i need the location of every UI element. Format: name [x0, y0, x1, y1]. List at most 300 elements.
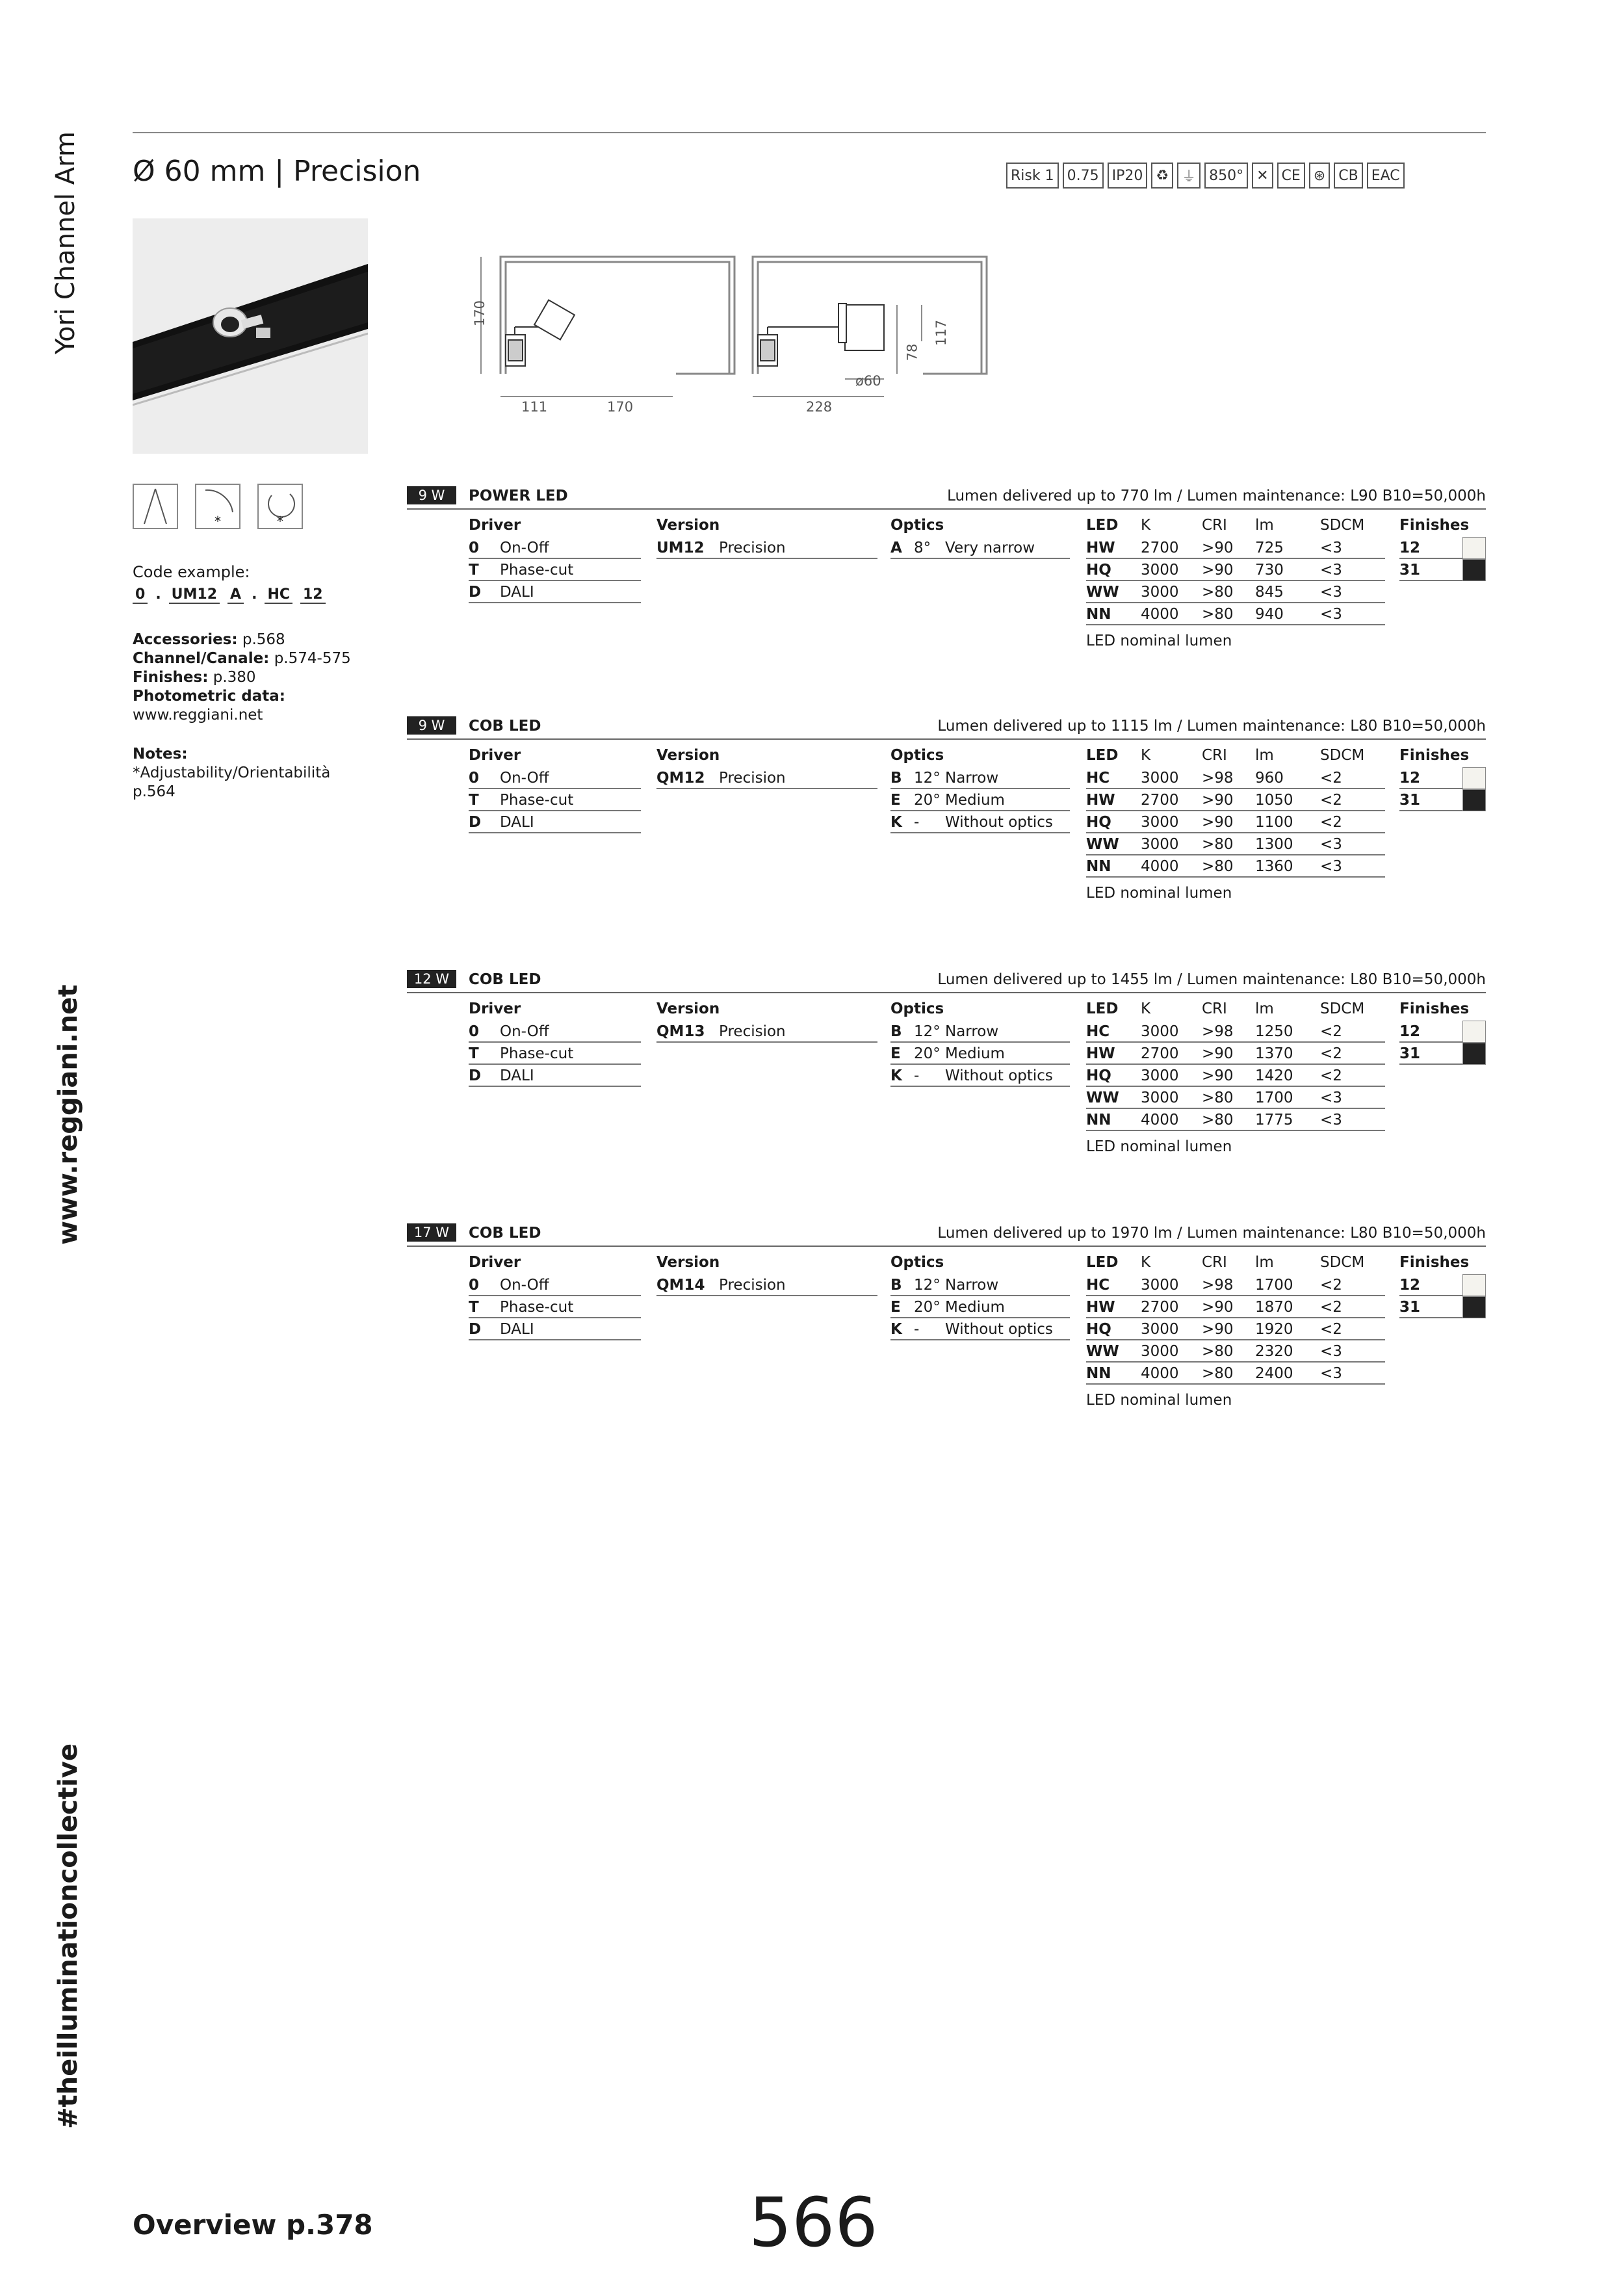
- led-cell: 3000: [1141, 562, 1179, 579]
- wattage-badge: 9 W: [407, 716, 456, 735]
- finish-row: [1399, 789, 1486, 811]
- led-header-k: K: [1141, 1000, 1151, 1017]
- led-cell: WW: [1086, 1089, 1119, 1106]
- optics-code: E: [890, 792, 901, 809]
- led-row: [1086, 811, 1385, 833]
- led-cell: >80: [1202, 606, 1234, 623]
- driver-row: [469, 1043, 641, 1065]
- led-cell: 730: [1255, 562, 1284, 579]
- led-header-sdcm: SDCM: [1320, 1254, 1365, 1271]
- section-header: [407, 967, 1486, 993]
- driver-row: [469, 789, 641, 811]
- finish-row: [1399, 1043, 1486, 1065]
- optics-row: [890, 1296, 1070, 1318]
- led-cell: 1100: [1255, 814, 1293, 831]
- section-header: [407, 1221, 1486, 1247]
- optics-header: Optics: [890, 747, 944, 764]
- led-cell: 3000: [1141, 770, 1179, 787]
- driver-row: [469, 811, 641, 833]
- led-cell: HQ: [1086, 814, 1111, 831]
- product-section: [407, 1221, 1486, 1409]
- driver-row: [469, 537, 641, 559]
- driver-name: On-Off: [500, 540, 549, 556]
- dim-width-228: 228: [806, 399, 833, 415]
- led-header-sdcm: SDCM: [1320, 1000, 1365, 1017]
- led-type: COB LED: [469, 718, 541, 735]
- led-cell: 3000: [1141, 1023, 1179, 1040]
- optics-row: [890, 767, 1070, 789]
- led-cell: 1050: [1255, 792, 1293, 809]
- led-cell: 1420: [1255, 1067, 1293, 1084]
- optics-row: [890, 789, 1070, 811]
- optics-row: [890, 1043, 1070, 1065]
- led-cell: <3: [1320, 584, 1342, 601]
- optics-angle: 20°: [914, 792, 941, 809]
- driver-name: On-Off: [500, 770, 549, 787]
- side-url[interactable]: www.reggiani.net: [53, 984, 83, 1245]
- optics-column: [890, 997, 1070, 1087]
- led-cell: 2700: [1141, 1299, 1179, 1316]
- optics-row: [890, 811, 1070, 833]
- driver-code: D: [469, 584, 482, 601]
- overview-link[interactable]: Overview p.378: [133, 2209, 373, 2241]
- optics-angle: -: [914, 814, 920, 831]
- optics-row: [890, 1274, 1070, 1296]
- version-row: [656, 537, 877, 559]
- led-row: [1086, 767, 1385, 789]
- finish-swatch: [1462, 1274, 1486, 1296]
- led-cell: 1370: [1255, 1045, 1293, 1062]
- technical-drawing: [455, 250, 1014, 423]
- driver-name: DALI: [500, 1321, 534, 1338]
- finish-swatch: [1462, 1043, 1486, 1065]
- led-cell: >90: [1202, 562, 1234, 579]
- code-part-led: HC: [265, 586, 292, 604]
- driver-column: [469, 997, 641, 1087]
- led-header-lm: lm: [1255, 1000, 1274, 1017]
- led-cell: >90: [1202, 814, 1234, 831]
- version-column: [656, 997, 877, 1043]
- notes-line-2: p.564: [133, 783, 175, 800]
- finishes-label: Finishes:: [133, 669, 209, 686]
- led-cell: <2: [1320, 770, 1342, 787]
- led-cell: >90: [1202, 1299, 1234, 1316]
- led-cell: HQ: [1086, 1321, 1111, 1338]
- driver-name: On-Off: [500, 1277, 549, 1294]
- led-cell: 1775: [1255, 1112, 1293, 1128]
- led-column: [1086, 514, 1385, 651]
- driver-code: 0: [469, 1277, 480, 1294]
- optics-header: Optics: [890, 1254, 944, 1271]
- led-row: [1086, 789, 1385, 811]
- driver-row: [469, 767, 641, 789]
- led-cell: 2700: [1141, 1045, 1179, 1062]
- led-row: [1086, 1363, 1385, 1385]
- optics-name: Narrow: [945, 770, 999, 787]
- led-row: [1086, 1318, 1385, 1340]
- led-cell: 2400: [1255, 1365, 1293, 1382]
- driver-row: [469, 1021, 641, 1043]
- driver-name: DALI: [500, 584, 534, 601]
- lumen-info: Lumen delivered up to 1970 lm / Lumen maintenance: L80 B10=50,000h: [937, 1225, 1486, 1242]
- driver-code: 0: [469, 1023, 480, 1040]
- led-cell: >80: [1202, 836, 1234, 853]
- rotatable-mark: *: [277, 514, 283, 529]
- led-cell: 3000: [1141, 836, 1179, 853]
- section-header: [407, 714, 1486, 740]
- notes: [133, 745, 330, 802]
- led-cell: HQ: [1086, 562, 1111, 579]
- product-section: [407, 484, 1486, 649]
- led-cell: NN: [1086, 1112, 1111, 1128]
- led-header-led: LED: [1086, 1254, 1119, 1271]
- led-cell: HW: [1086, 792, 1115, 809]
- led-header-cri: CRI: [1202, 517, 1227, 534]
- led-cell: >98: [1202, 1023, 1234, 1040]
- code-part-finish: 12: [300, 586, 326, 604]
- finish-code: 12: [1399, 1277, 1421, 1294]
- led-type: COB LED: [469, 1225, 541, 1242]
- led-cell: <2: [1320, 1045, 1342, 1062]
- code-separator: .: [155, 586, 161, 603]
- led-cell: HC: [1086, 1277, 1110, 1294]
- cert-icon: CE: [1277, 163, 1305, 189]
- driver-column: [469, 744, 641, 833]
- led-cell: 725: [1255, 540, 1284, 556]
- led-cell: 2700: [1141, 792, 1179, 809]
- led-row: [1086, 1087, 1385, 1109]
- finishes-header: Finishes: [1399, 747, 1470, 764]
- finish-code: 31: [1399, 562, 1421, 579]
- side-hashtag: #theilluminationcollective: [53, 1743, 83, 2129]
- version-row: [656, 1274, 877, 1296]
- led-cell: >90: [1202, 1067, 1234, 1084]
- optics-name: Without optics: [945, 814, 1053, 831]
- led-column: [1086, 1251, 1385, 1411]
- optics-name: Medium: [945, 792, 1005, 809]
- photometric-link[interactable]: www.reggiani.net: [133, 707, 263, 724]
- led-nominal-note: LED nominal lumen: [1086, 633, 1232, 649]
- led-cell: 2700: [1141, 540, 1179, 556]
- finishes-column: [1399, 514, 1486, 581]
- optics-name: Without optics: [945, 1321, 1053, 1338]
- rotation-icon: [257, 484, 303, 529]
- tilt-adjust-icon: [195, 484, 240, 529]
- optics-code: B: [890, 1023, 902, 1040]
- driver-header: Driver: [469, 1000, 521, 1017]
- driver-code: D: [469, 1321, 482, 1338]
- led-cell: <3: [1320, 562, 1342, 579]
- side-title: Yori Channel Arm: [51, 131, 81, 354]
- finish-code: 12: [1399, 540, 1421, 556]
- optics-code: K: [890, 814, 902, 831]
- led-cell: 3000: [1141, 1067, 1179, 1084]
- optics-name: Narrow: [945, 1023, 999, 1040]
- led-cell: <2: [1320, 1277, 1342, 1294]
- led-cell: 4000: [1141, 606, 1179, 623]
- driver-name: On-Off: [500, 1023, 549, 1040]
- led-header-led: LED: [1086, 517, 1119, 534]
- led-cell: <2: [1320, 792, 1342, 809]
- led-cell: >90: [1202, 1321, 1234, 1338]
- led-cell: >80: [1202, 1089, 1234, 1106]
- optics-code: K: [890, 1067, 902, 1084]
- code-part-version: UM12: [169, 586, 220, 604]
- lumen-info: Lumen delivered up to 770 lm / Lumen maintenance: L90 B10=50,000h: [947, 488, 1486, 504]
- channel-arm-image: [133, 218, 368, 454]
- led-row: [1086, 1065, 1385, 1087]
- driver-name: DALI: [500, 1067, 534, 1084]
- driver-code: T: [469, 1299, 479, 1316]
- driver-code: 0: [469, 770, 480, 787]
- led-cell: 3000: [1141, 584, 1179, 601]
- led-row: [1086, 559, 1385, 581]
- dim-78: 78: [904, 343, 920, 361]
- version-code: QM12: [656, 770, 705, 787]
- version-header: Version: [656, 1254, 720, 1271]
- optics-header: Optics: [890, 517, 944, 534]
- version-code: QM13: [656, 1023, 705, 1040]
- optics-angle: 20°: [914, 1299, 941, 1316]
- driver-name: Phase-cut: [500, 1299, 574, 1316]
- version-column: [656, 514, 877, 559]
- dim-117: 117: [933, 319, 950, 346]
- driver-header: Driver: [469, 1254, 521, 1271]
- led-cell: <3: [1320, 836, 1342, 853]
- driver-column: [469, 514, 641, 603]
- led-header-row: [1086, 997, 1385, 1021]
- led-cell: 960: [1255, 770, 1284, 787]
- driver-code: D: [469, 814, 482, 831]
- led-header-k: K: [1141, 1254, 1151, 1271]
- led-row: [1086, 1043, 1385, 1065]
- version-column: [656, 1251, 877, 1296]
- finishes-header: Finishes: [1399, 1254, 1470, 1271]
- cert-icon: EAC: [1367, 163, 1405, 189]
- led-cell: <2: [1320, 1299, 1342, 1316]
- adjustable-mark: *: [214, 514, 221, 529]
- led-cell: HQ: [1086, 1067, 1111, 1084]
- led-nominal-note: LED nominal lumen: [1086, 1392, 1232, 1409]
- led-header-sdcm: SDCM: [1320, 747, 1365, 764]
- optics-name: Medium: [945, 1045, 1005, 1062]
- optics-row: [890, 537, 1070, 559]
- led-cell: 1250: [1255, 1023, 1293, 1040]
- led-cell: 3000: [1141, 814, 1179, 831]
- lumen-info: Lumen delivered up to 1455 lm / Lumen maintenance: L80 B10=50,000h: [937, 971, 1486, 988]
- cert-icon: ✕: [1252, 163, 1273, 189]
- driver-column: [469, 1251, 641, 1340]
- optics-row: [890, 1065, 1070, 1087]
- dim-width-170: 170: [607, 399, 634, 415]
- driver-row: [469, 1296, 641, 1318]
- optics-column: [890, 514, 1070, 559]
- optics-header: Optics: [890, 1000, 944, 1017]
- led-cell: <3: [1320, 1112, 1342, 1128]
- beam-angle-icon: [133, 484, 178, 529]
- led-cell: <2: [1320, 1067, 1342, 1084]
- finishes-header: Finishes: [1399, 517, 1470, 534]
- notes-line-1: *Adjustability/Orientabilità: [133, 764, 331, 781]
- led-row: [1086, 537, 1385, 559]
- led-column: [1086, 744, 1385, 904]
- led-header-cri: CRI: [1202, 1254, 1227, 1271]
- code-example-parts: [133, 586, 326, 604]
- led-cell: 1300: [1255, 836, 1293, 853]
- version-header: Version: [656, 517, 720, 534]
- led-cell: 1700: [1255, 1089, 1293, 1106]
- led-cell: HW: [1086, 1299, 1115, 1316]
- optics-code: A: [890, 540, 902, 556]
- finish-row: [1399, 1296, 1486, 1318]
- led-type: COB LED: [469, 971, 541, 988]
- driver-row: [469, 559, 641, 581]
- led-row: [1086, 855, 1385, 878]
- dim-height-170: 170: [472, 300, 488, 327]
- led-header-row: [1086, 1251, 1385, 1274]
- dim-diameter: ø60: [855, 373, 881, 389]
- wattage-badge: 17 W: [407, 1223, 456, 1242]
- led-header-row: [1086, 744, 1385, 767]
- led-cell: >90: [1202, 1045, 1234, 1062]
- led-row: [1086, 1296, 1385, 1318]
- optics-name: Narrow: [945, 1277, 999, 1294]
- led-cell: WW: [1086, 584, 1119, 601]
- channel-label: Channel/Canale:: [133, 650, 270, 667]
- optics-column: [890, 744, 1070, 833]
- references: [133, 631, 351, 725]
- led-cell: >98: [1202, 1277, 1234, 1294]
- led-header-cri: CRI: [1202, 747, 1227, 764]
- finishes-column: [1399, 997, 1486, 1065]
- led-cell: 3000: [1141, 1343, 1179, 1360]
- code-part-driver: 0: [133, 586, 148, 604]
- led-row: [1086, 581, 1385, 603]
- code-separator: .: [252, 586, 257, 603]
- led-cell: <2: [1320, 1023, 1342, 1040]
- driver-name: DALI: [500, 814, 534, 831]
- channel-value: p.574-575: [274, 650, 351, 667]
- version-row: [656, 767, 877, 789]
- led-cell: 845: [1255, 584, 1284, 601]
- driver-header: Driver: [469, 517, 521, 534]
- led-header-k: K: [1141, 747, 1151, 764]
- finish-swatch: [1462, 537, 1486, 559]
- finish-swatch: [1462, 1021, 1486, 1043]
- driver-row: [469, 1065, 641, 1087]
- optics-name: Medium: [945, 1299, 1005, 1316]
- led-header-lm: lm: [1255, 517, 1274, 534]
- driver-code: T: [469, 562, 479, 579]
- led-cell: <2: [1320, 1321, 1342, 1338]
- led-nominal-note: LED nominal lumen: [1086, 885, 1232, 902]
- led-cell: >80: [1202, 1365, 1234, 1382]
- led-cell: >90: [1202, 792, 1234, 809]
- optics-angle: 12°: [914, 1023, 941, 1040]
- driver-code: 0: [469, 540, 480, 556]
- notes-label: Notes:: [133, 746, 188, 763]
- led-cell: 940: [1255, 606, 1284, 623]
- dim-width-111: 111: [521, 399, 548, 415]
- version-header: Version: [656, 1000, 720, 1017]
- finish-swatch: [1462, 1296, 1486, 1318]
- led-header-cri: CRI: [1202, 1000, 1227, 1017]
- led-row: [1086, 833, 1385, 855]
- version-column: [656, 744, 877, 789]
- finishes-column: [1399, 1251, 1486, 1318]
- led-header-k: K: [1141, 517, 1151, 534]
- led-cell: HW: [1086, 1045, 1115, 1062]
- finish-code: 12: [1399, 770, 1421, 787]
- finish-swatch: [1462, 559, 1486, 581]
- product-photo: [133, 218, 368, 454]
- page-title: Ø 60 mm | Precision: [133, 155, 421, 188]
- led-cell: HC: [1086, 770, 1110, 787]
- optics-code: B: [890, 770, 902, 787]
- version-name: Precision: [719, 1277, 786, 1294]
- code-example-label: Code example:: [133, 563, 250, 581]
- code-part-optics: A: [227, 586, 244, 604]
- optics-code: E: [890, 1299, 901, 1316]
- led-column: [1086, 997, 1385, 1157]
- optics-name: Without optics: [945, 1067, 1053, 1084]
- led-row: [1086, 1021, 1385, 1043]
- cert-icon: CB: [1334, 163, 1362, 189]
- led-cell: NN: [1086, 1365, 1111, 1382]
- led-cell: >80: [1202, 584, 1234, 601]
- certification-icons: [1006, 163, 1405, 189]
- version-row: [656, 1021, 877, 1043]
- driver-row: [469, 1274, 641, 1296]
- top-rule: [133, 132, 1486, 133]
- led-cell: <3: [1320, 606, 1342, 623]
- optics-angle: 8°: [914, 540, 931, 556]
- driver-row: [469, 1318, 641, 1340]
- cert-icon: 0.75: [1063, 163, 1104, 189]
- driver-code: T: [469, 792, 479, 809]
- led-row: [1086, 1340, 1385, 1363]
- led-cell: 1360: [1255, 858, 1293, 875]
- led-cell: <3: [1320, 1365, 1342, 1382]
- finish-row: [1399, 1274, 1486, 1296]
- section-header: [407, 484, 1486, 510]
- led-header-lm: lm: [1255, 747, 1274, 764]
- led-nominal-note: LED nominal lumen: [1086, 1138, 1232, 1155]
- finish-code: 31: [1399, 1045, 1421, 1062]
- finish-code: 12: [1399, 1023, 1421, 1040]
- version-name: Precision: [719, 1023, 786, 1040]
- accessories-label: Accessories:: [133, 631, 238, 648]
- version-code: QM14: [656, 1277, 705, 1294]
- cert-icon: 850°: [1204, 163, 1248, 189]
- version-code: UM12: [656, 540, 705, 556]
- optics-code: E: [890, 1045, 901, 1062]
- optics-angle: -: [914, 1067, 920, 1084]
- cert-icon: ⊛: [1309, 163, 1330, 189]
- optics-row: [890, 1021, 1070, 1043]
- finishes-header: Finishes: [1399, 1000, 1470, 1017]
- finishes-value: p.380: [213, 669, 256, 686]
- led-cell: 1920: [1255, 1321, 1293, 1338]
- led-cell: 1870: [1255, 1299, 1293, 1316]
- led-cell: WW: [1086, 836, 1119, 853]
- optics-code: B: [890, 1277, 902, 1294]
- led-cell: <3: [1320, 540, 1342, 556]
- led-cell: >80: [1202, 858, 1234, 875]
- product-section: [407, 714, 1486, 902]
- led-row: [1086, 603, 1385, 625]
- led-row: [1086, 1109, 1385, 1131]
